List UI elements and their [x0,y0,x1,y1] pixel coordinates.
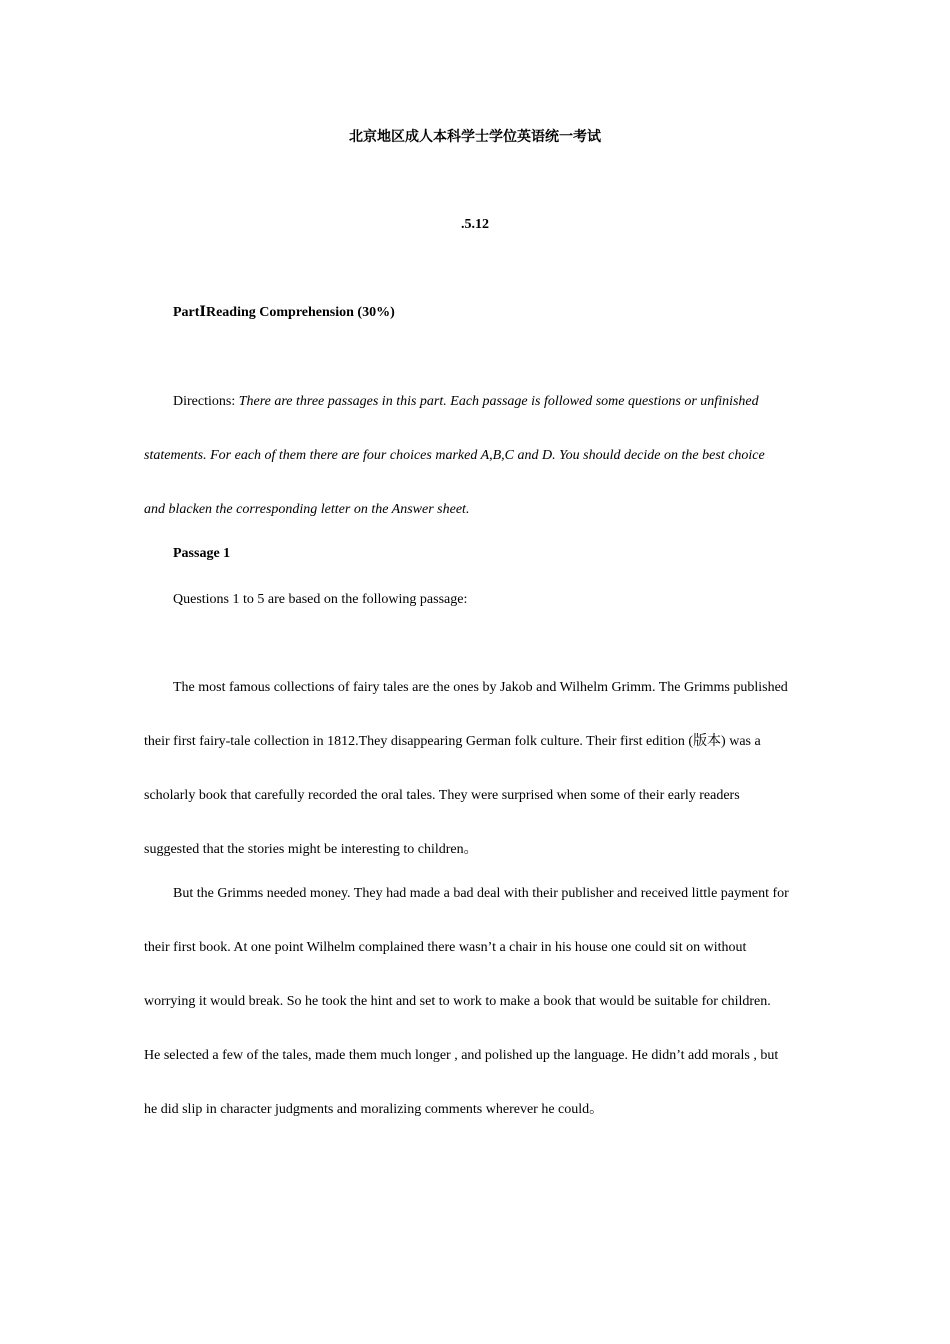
paragraph1-line-3: scholarly book that carefully recorded the oral tales. They were surprised when some of their early readers [144,788,740,803]
directions-line-3: and blacken the corresponding letter on the Answer sheet. [144,502,470,517]
paragraph1-line-1: The most famous collections of fairy tales are the ones by Jakob and Wilhelm Grimm. The Grimms published [173,680,788,695]
paragraph2-line-2: their first book. At one point Wilhelm complained there wasn’t a chair in his house one could sit on without [144,940,747,955]
exam-date: .5.12 [461,217,489,232]
passage-heading: Passage 1 [173,546,231,561]
part-heading: PartⅠReading Comprehension (30%) [173,305,395,320]
paragraph1-line-4: suggested that the stories might be interesting to children。 [144,842,478,857]
paragraph2-line-5: he did slip in character judgments and moralizing comments wherever he could。 [144,1102,604,1117]
directions-line-1 [173,393,759,411]
paragraph2-line-1: But the Grimms needed money. They had made a bad deal with their publisher and received little payment for [173,886,789,901]
directions-line-2: statements. For each of them there are four choices marked A,B,C and D. You should decide on the best choice [144,448,765,463]
paragraph2-line-4: He selected a few of the tales, made them much longer , and polished up the language. He didn’t add morals , but [144,1048,779,1063]
directions-text: There are three passages in this part. Each passage is followed some questions or unfinished [238,394,759,409]
directions-label: Directions: [173,394,239,409]
paragraph2-line-3: worrying it would break. So he took the hint and set to work to make a book that would be suitable for children. [144,994,771,1009]
questions-intro: Questions 1 to 5 are based on the following passage: [173,592,468,607]
paragraph1-line-2: their first fairy-tale collection in 1812.They disappearing German folk culture. Their first edition (版本) was a [144,734,761,749]
document-title: 北京地区成人本科学士学位英语统一考试 [349,130,601,145]
